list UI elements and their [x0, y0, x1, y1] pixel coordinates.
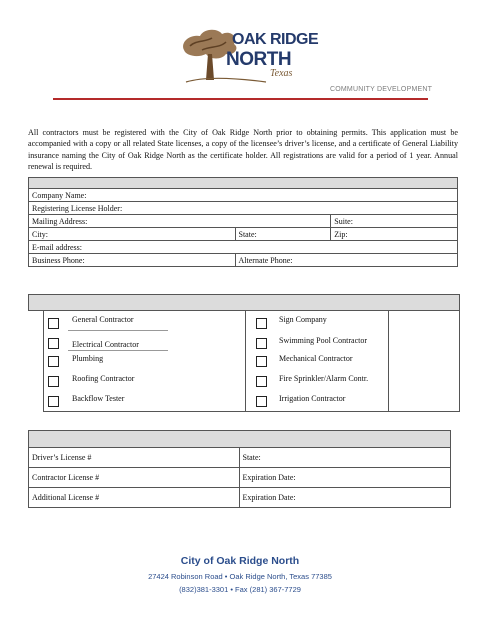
additional-license-field[interactable]: Additional License # [29, 488, 240, 508]
checkbox-electrical-contractor[interactable] [48, 338, 59, 349]
contractor-license-field[interactable]: Contractor License # [29, 468, 240, 488]
zip-field[interactable]: Zip: [331, 228, 458, 241]
table-row [29, 241, 458, 254]
footer-city-name: City of Oak Ridge North [180, 555, 300, 567]
table-row [29, 468, 451, 488]
column-divider [388, 311, 389, 412]
mailing-address-field[interactable]: Mailing Address: [29, 215, 331, 228]
intro-paragraph: All contractors must be registered with the City of Oak Ridge North prior to obtaining permits. This application must be accompanied with a copy or all related State licenses, a copy of the licensee’s driver’s license, and a certificate of General Liability insurance naming the City of Oak Ridge North as the certificate holder. All registrations are valid for a period of 1 year. Annual renewal is required. [28, 128, 458, 172]
logo-text-texas: Texas [270, 68, 293, 79]
suite-field[interactable]: Suite: [331, 215, 458, 228]
checkbox-plumbing[interactable] [48, 356, 59, 367]
row-rule [68, 330, 168, 331]
company-info-table [28, 177, 458, 267]
logo-text-north: NORTH [226, 49, 292, 70]
table-row [29, 254, 458, 267]
footer-phone: (832)381-3301 • Fax (281) 367-7729 [179, 585, 301, 594]
section-header-contractor-type [28, 294, 460, 311]
option-fire-sprinkler-alarm: Fire Sprinkler/Alarm Contr. [279, 374, 369, 383]
option-sign-company: Sign Company [279, 315, 327, 324]
checkbox-fire-sprinkler-alarm[interactable] [256, 376, 267, 387]
business-phone-field[interactable]: Business Phone: [29, 254, 236, 267]
table-row [29, 488, 451, 508]
drivers-license-field[interactable]: Driver’s License # [29, 448, 240, 468]
company-name-field[interactable]: Company Name: [29, 189, 458, 202]
option-mechanical-contractor: Mechanical Contractor [279, 354, 353, 363]
column-divider [245, 311, 246, 412]
option-plumbing: Plumbing [72, 354, 104, 363]
table-row [29, 189, 458, 202]
logo-text-oak-ridge: OAK RIDGE [232, 31, 319, 48]
table-row [29, 228, 458, 241]
city-field[interactable]: City: [29, 228, 236, 241]
department-label: COMMUNITY DEVELOPMENT [330, 86, 433, 93]
option-swimming-pool-contractor: Swimming Pool Contractor [279, 336, 367, 345]
license-state-field[interactable]: State: [239, 448, 451, 468]
table-row [29, 448, 451, 468]
option-roofing-contractor: Roofing Contractor [72, 374, 135, 383]
email-field[interactable]: E-mail address: [29, 241, 458, 254]
license-info-table [28, 430, 451, 508]
header-divider [53, 98, 428, 100]
checkbox-sign-company[interactable] [256, 318, 267, 329]
checkbox-backflow-tester[interactable] [48, 396, 59, 407]
alternate-phone-field[interactable]: Alternate Phone: [235, 254, 458, 267]
option-electrical-contractor: Electrical Contractor [72, 340, 139, 349]
checkbox-swimming-pool-contractor[interactable] [256, 338, 267, 349]
section-header-license [29, 431, 451, 448]
checkbox-roofing-contractor[interactable] [48, 376, 59, 387]
option-backflow-tester: Backflow Tester [72, 394, 125, 403]
option-general-contractor: General Contractor [72, 315, 134, 324]
table-row [29, 215, 458, 228]
checkbox-irrigation-contractor[interactable] [256, 396, 267, 407]
section-header-company [29, 178, 458, 189]
table-row [29, 202, 458, 215]
state-field[interactable]: State: [235, 228, 331, 241]
checkbox-mechanical-contractor[interactable] [256, 356, 267, 367]
checkbox-general-contractor[interactable] [48, 318, 59, 329]
license-holder-field[interactable]: Registering License Holder: [29, 202, 458, 215]
option-irrigation-contractor: Irrigation Contractor [279, 394, 346, 403]
expiration-date-field-1[interactable]: Expiration Date: [239, 468, 451, 488]
footer-address: 27424 Robinson Road • Oak Ridge North, Texas 77385 [148, 572, 332, 581]
expiration-date-field-2[interactable]: Expiration Date: [239, 488, 451, 508]
row-rule [68, 350, 168, 351]
